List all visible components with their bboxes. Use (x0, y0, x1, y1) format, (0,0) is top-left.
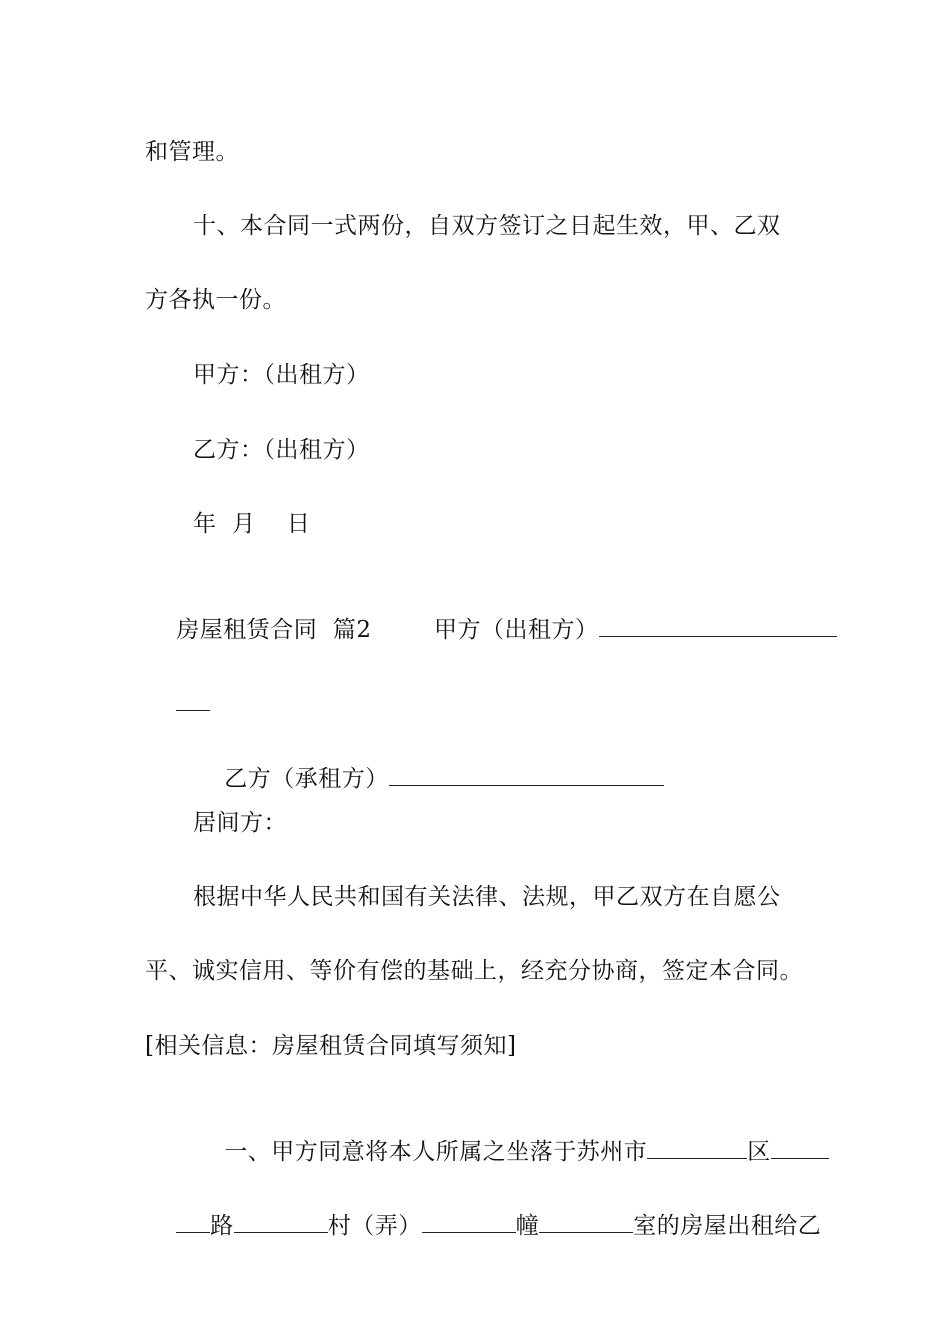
text-line: [相关信息：房屋租赁合同填写须知] (145, 1033, 517, 1059)
text-segment: 区 (747, 1139, 771, 1165)
text-line-with-blank (145, 1180, 821, 1271)
fill-in-blank (389, 763, 664, 786)
text-line: 居间方： (193, 810, 287, 836)
fill-in-blank (176, 1210, 210, 1233)
fill-in-blank (647, 1136, 747, 1159)
fill-in-blank (599, 614, 837, 637)
text-line: 方各执一份。 (145, 287, 286, 313)
fill-in-blank (422, 1210, 516, 1233)
text-line-with-blank (145, 584, 837, 675)
text-segment: 村（弄） (327, 1213, 422, 1239)
fill-in-blank (771, 1136, 829, 1159)
text-segment: 室的房屋出租给乙 (633, 1213, 822, 1239)
text-segment: 路 (210, 1213, 234, 1239)
fill-in-blank (234, 1210, 328, 1233)
text-line: 十、本合同一式两份，自双方签订之日起生效，甲、乙双 (193, 213, 781, 239)
text-segment: 房屋租赁合同 篇2 甲方（出租方） (176, 617, 599, 643)
text-line: 根据中华人民共和国有关法律、法规，甲乙双方在自愿公 (193, 884, 781, 910)
text-line: 年 月 日 (193, 511, 311, 537)
text-segment: 乙方（承租方） (224, 766, 389, 792)
text-line: 平、诚实信用、等价有偿的基础上，经充分协商，签定本合同。 (145, 958, 803, 984)
fill-in-blank (176, 688, 210, 711)
text-segment: 一、甲方同意将本人所属之坐落于苏州市 (224, 1139, 648, 1165)
text-segment: 幢 (515, 1213, 540, 1239)
fill-in-blank (539, 1210, 633, 1233)
text-line: 甲方：（出租方） (193, 362, 370, 388)
text-line: 乙方：（出租方） (193, 437, 370, 463)
text-line: 和管理。 (145, 139, 239, 165)
